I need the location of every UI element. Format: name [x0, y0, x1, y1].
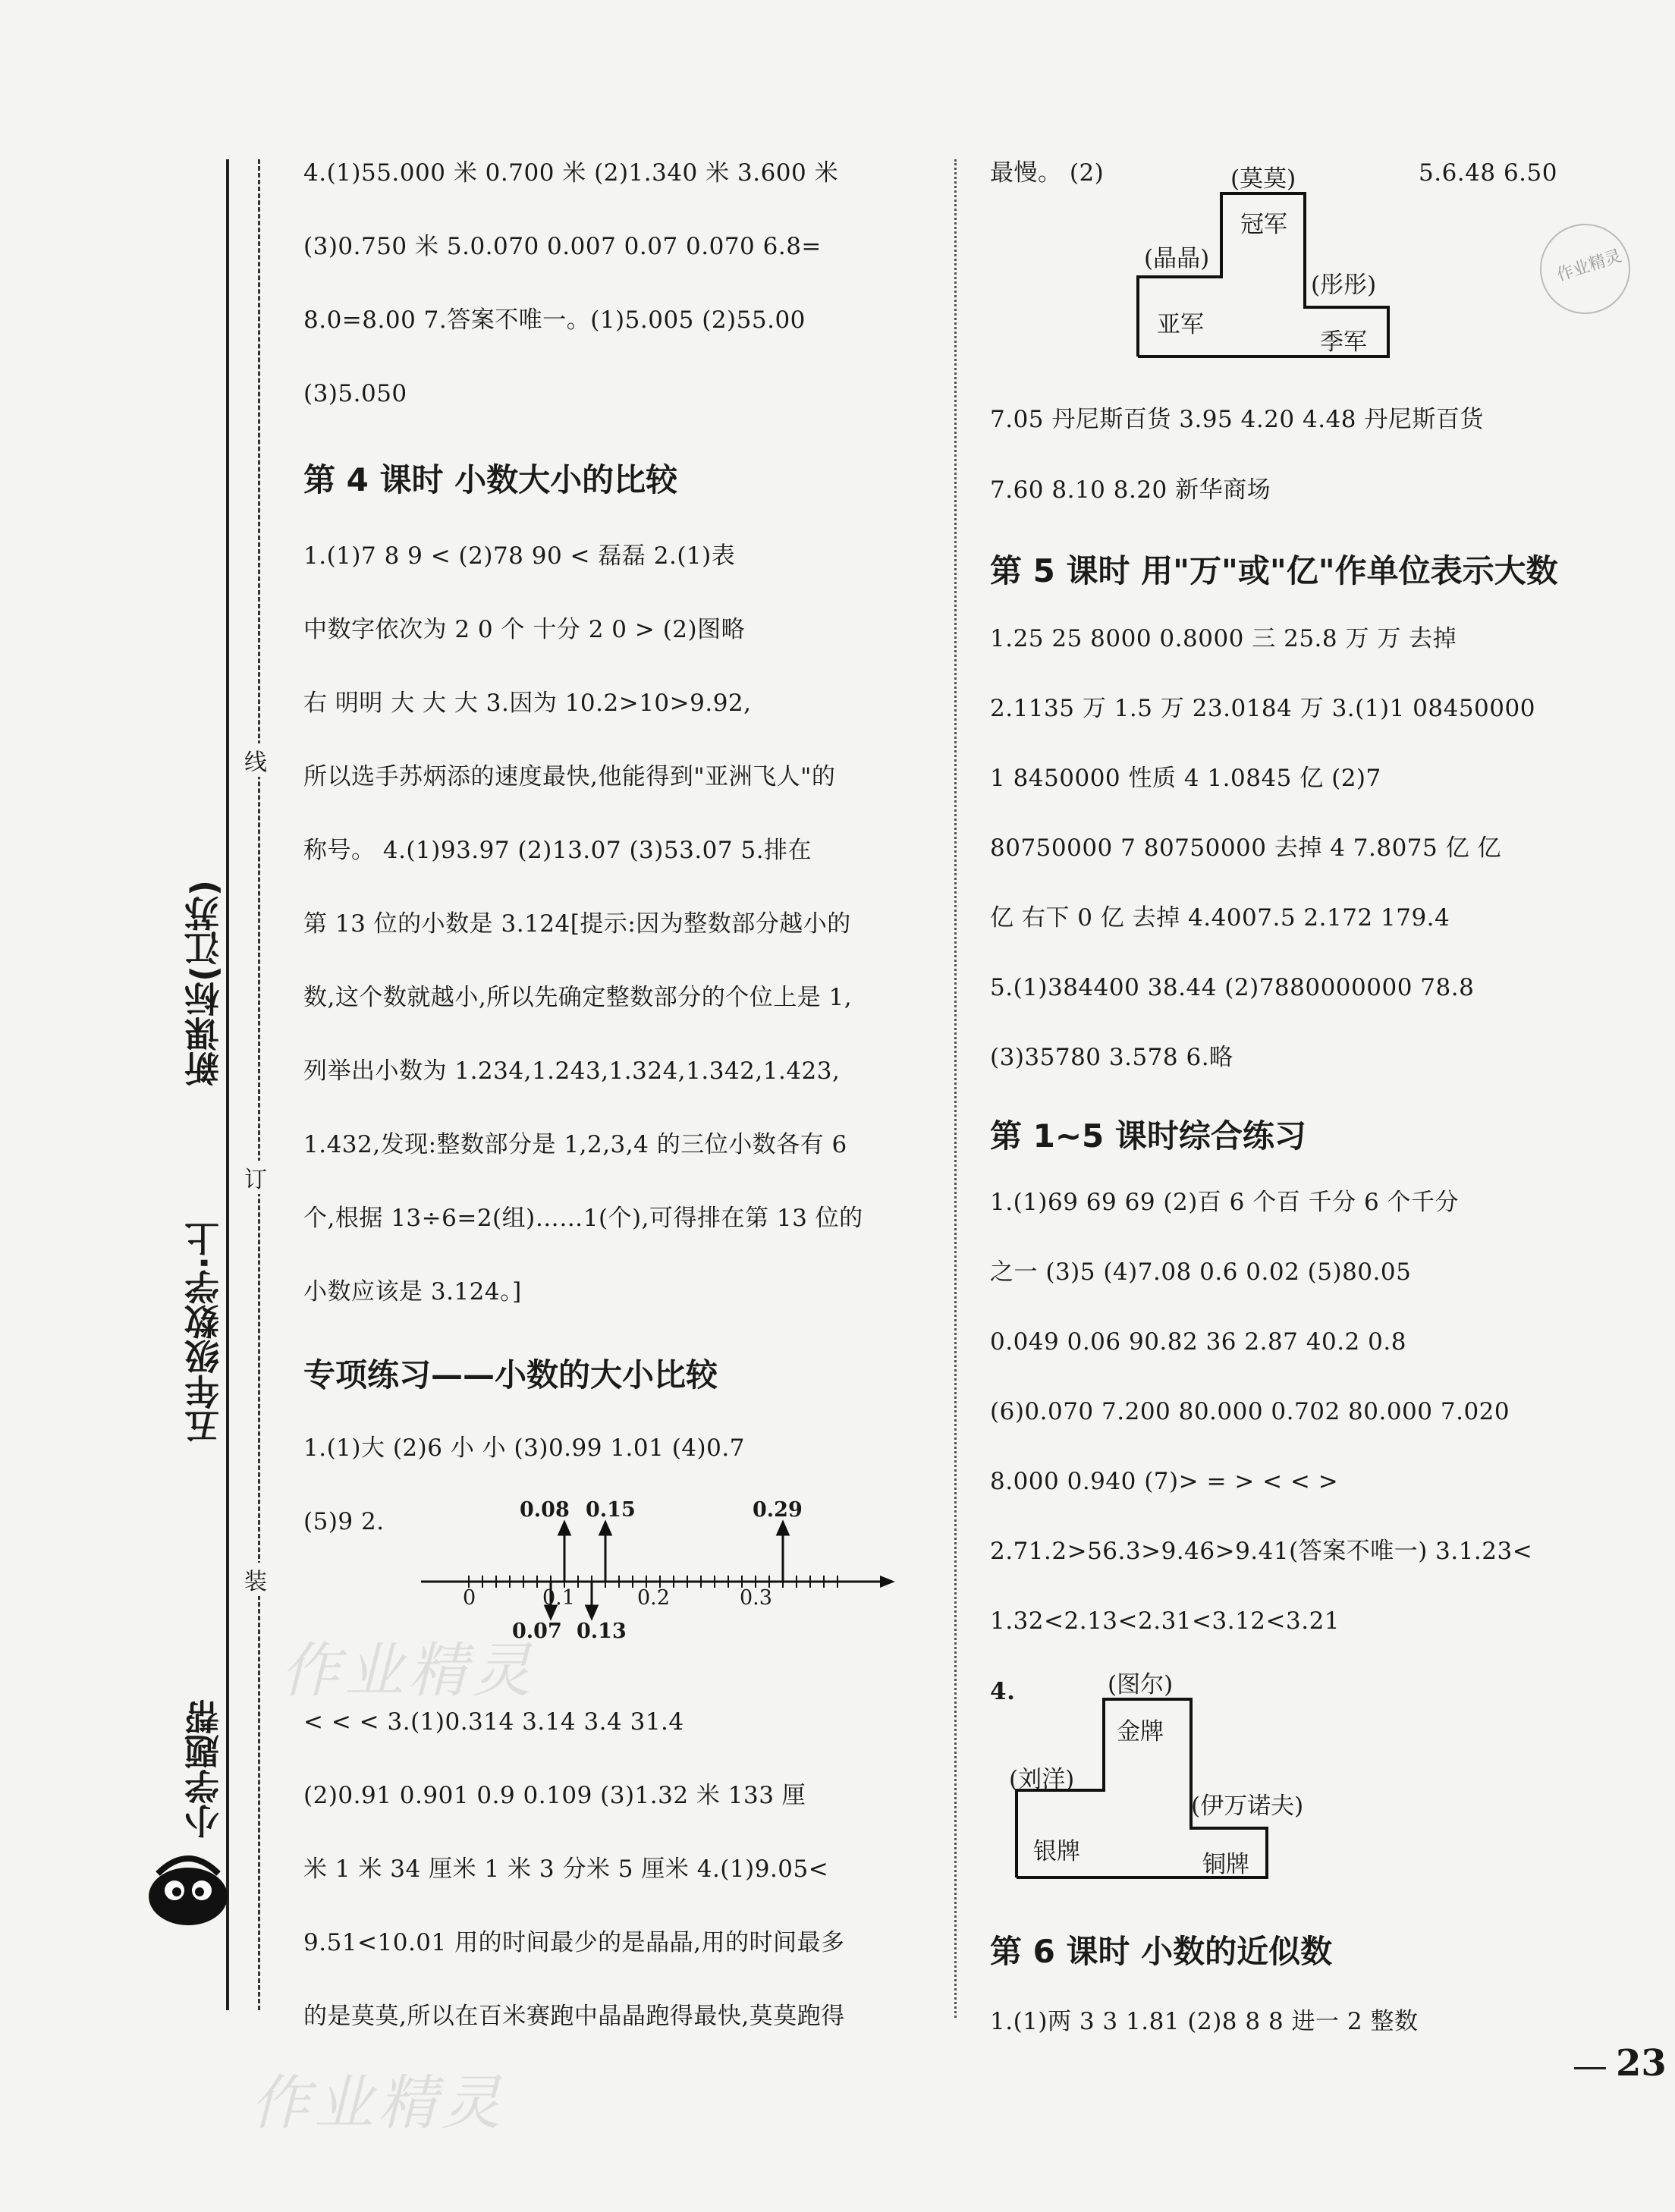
left-line-13: 1.432,发现:整数部分是 1,2,3,4 的三位小数各有 6 — [303, 1131, 847, 1158]
right-line-14: 8.000 0.940 (7)> = > < < > — [990, 1468, 1339, 1495]
binding-label-xian: 线 — [244, 743, 267, 777]
podium1-first: 冠军 — [1240, 211, 1287, 238]
watermark-2: 作业精灵 — [250, 2069, 506, 2138]
left-line-16: 1.(1)大 (2)6 小 小 (3)0.99 1.01 (4)0.7 — [303, 1434, 745, 1462]
right-line-17: 1.(1)两 3 3 1.81 (2)8 8 8 进一 2 整数 — [990, 2008, 1419, 2035]
right-line-5: 1 8450000 性质 4 1.0845 亿 (2)7 — [990, 765, 1381, 792]
left-line-11: 数,这个数就越小,所以先确定整数部分的个位上是 1, — [303, 984, 853, 1011]
right-line-0b: 5.6.48 6.50 — [1419, 159, 1557, 187]
sidebar-edition: 新课标(江苏) — [184, 880, 225, 1087]
right-line-2: 7.60 8.10 8.20 新华商场 — [990, 476, 1271, 504]
right-line-10: 1.(1)69 69 69 (2)百 6 个百 千分 6 个千分 — [990, 1189, 1460, 1216]
left-line-6: 中数字依次为 2 0 个 十分 2 0 > (2)图略 — [303, 616, 746, 643]
left-line-9: 称号。 4.(1)93.97 (2)13.07 (3)53.07 5.排在 — [303, 837, 812, 864]
left-line-4: (3)5.050 — [303, 380, 407, 407]
podium1-third-name: (彤彤) — [1311, 272, 1377, 299]
left-line-17: (5)9 2. — [303, 1508, 385, 1535]
left-line-19: (2)0.91 0.901 0.9 0.109 (3)1.32 米 133 厘 — [303, 1782, 806, 1809]
section-heading-lesson4: 第 4 课时 小数大小的比较 — [303, 461, 678, 498]
section-heading-lesson5: 第 5 课时 用"万"或"亿"作单位表示大数 — [990, 552, 1558, 589]
podium2-second-name: (刘洋) — [1009, 1766, 1075, 1793]
podium1-first-name: (莫莫) — [1230, 165, 1296, 193]
watermark-1: 作业精灵 — [281, 1637, 536, 1705]
left-line-22: 的是莫莫,所以在百米赛跑中晶晶跑得最快,莫莫跑得 — [303, 2003, 845, 2030]
left-line-7: 右 明明 大 大 大 3.因为 10.2>10>9.92, — [303, 690, 752, 717]
binding-line — [258, 159, 260, 2010]
podium2-first: 金牌 — [1117, 1718, 1164, 1745]
left-line-3: 8.0=8.00 7.答案不唯一。(1)5.005 (2)55.00 — [303, 306, 806, 334]
right-q4-label: 4. — [990, 1678, 1016, 1705]
right-line-13: (6)0.070 7.200 80.000 0.702 80.000 7.020 — [990, 1398, 1510, 1425]
right-line-9: (3)35780 3.578 6.略 — [990, 1044, 1233, 1071]
nl-top-015: 0.15 — [586, 1498, 636, 1522]
stamp-text: 作业精灵 — [1554, 247, 1624, 286]
section-heading-lesson6: 第 6 课时 小数的近似数 — [990, 1933, 1333, 1970]
right-line-16: 1.32<2.13<2.31<3.12<3.21 — [990, 1607, 1340, 1635]
right-line-11: 之一 (3)5 (4)7.08 0.6 0.02 (5)80.05 — [990, 1258, 1412, 1286]
section-heading-special: 专项练习——小数的大小比较 — [303, 1356, 718, 1393]
left-line-2: (3)0.750 米 5.0.070 0.007 0.07 0.070 6.8= — [303, 233, 822, 260]
sidebar-book: 五年级数学·上 — [184, 1221, 225, 1444]
mascot-icon — [135, 1843, 241, 1934]
podium1-second-name: (晶晶) — [1144, 245, 1210, 272]
left-line-20: 米 1 米 34 厘米 1 米 3 分米 5 厘米 4.(1)9.05< — [303, 1855, 829, 1883]
left-line-1: 4.(1)55.000 米 0.700 米 (2)1.340 米 3.600 米 — [303, 159, 839, 187]
left-line-14: 个,根据 13÷6=2(组)……1(个),可得排在第 13 位的 — [303, 1205, 863, 1232]
podium2-third: 铜牌 — [1202, 1851, 1249, 1878]
right-line-7: 亿 右下 0 亿 去掉 4.4007.5 2.172 179.4 — [990, 904, 1450, 932]
left-line-10: 第 13 位的小数是 3.124[提示:因为整数部分越小的 — [303, 910, 851, 938]
podium2-third-name: (伊万诺夫) — [1191, 1793, 1304, 1820]
nl-top-029: 0.29 — [753, 1498, 803, 1522]
binding-label-zhuang: 装 — [244, 1563, 267, 1596]
right-line-8: 5.(1)384400 38.44 (2)7880000000 78.8 — [990, 974, 1475, 1001]
nl-bottom-013: 0.13 — [577, 1620, 627, 1643]
right-line-12: 0.049 0.06 90.82 36 2.87 40.2 0.8 — [990, 1328, 1406, 1356]
stamp-badge — [1529, 212, 1642, 326]
podium1-second: 亚军 — [1157, 311, 1204, 338]
page-number-rule — [1574, 2067, 1606, 2069]
podium2-first-name: (图尔) — [1108, 1671, 1174, 1698]
right-line-1: 7.05 丹尼斯百货 3.95 4.20 4.48 丹尼斯百货 — [990, 406, 1484, 433]
left-line-21: 9.51<10.01 用的时间最少的是晶晶,用的时间最多 — [303, 1929, 845, 1956]
page-number: 23 — [1616, 2042, 1667, 2085]
column-divider — [954, 159, 957, 2018]
right-line-3: 1.25 25 8000 0.8000 三 25.8 万 万 去掉 — [990, 625, 1457, 652]
right-line-6: 80750000 7 80750000 去掉 4 7.8075 亿 亿 — [990, 834, 1501, 862]
right-line-0a: 最慢。 (2) — [990, 159, 1105, 187]
podium-figure-2 — [1001, 1665, 1350, 1885]
section-heading-review: 第 1~5 课时综合练习 — [990, 1117, 1306, 1155]
right-line-15: 2.71.2>56.3>9.46>9.41(答案不唯一) 3.1.23< — [990, 1538, 1533, 1565]
podium-figure-1 — [1130, 159, 1403, 364]
left-line-8: 所以选手苏炳添的速度最快,他能得到"亚洲飞人"的 — [303, 763, 836, 790]
left-line-15: 小数应该是 3.124。] — [303, 1278, 522, 1306]
right-line-4: 2.1135 万 1.5 万 23.0184 万 3.(1)1 08450000 — [990, 695, 1535, 722]
podium1-third: 季军 — [1320, 328, 1367, 356]
left-line-18: < < < 3.(1)0.314 3.14 3.4 31.4 — [303, 1708, 684, 1736]
podium2-second: 银牌 — [1033, 1838, 1080, 1865]
nl-axis-03: 0.3 — [740, 1586, 772, 1610]
binding-label-ding: 订 — [244, 1161, 267, 1194]
left-line-5: 1.(1)7 8 9 < (2)78 90 < 磊磊 2.(1)表 — [303, 542, 736, 570]
nl-bottom-007: 0.07 — [512, 1620, 562, 1643]
nl-axis-0: 0 — [463, 1586, 476, 1610]
sidebar-brand: 小学题帮 — [184, 1699, 225, 1839]
nl-top-008: 0.08 — [520, 1498, 570, 1522]
left-line-12: 列举出小数为 1.234,1.243,1.324,1.342,1.423, — [303, 1057, 841, 1085]
nl-axis-02: 0.2 — [637, 1586, 670, 1610]
nl-axis-01: 0.1 — [542, 1586, 575, 1610]
